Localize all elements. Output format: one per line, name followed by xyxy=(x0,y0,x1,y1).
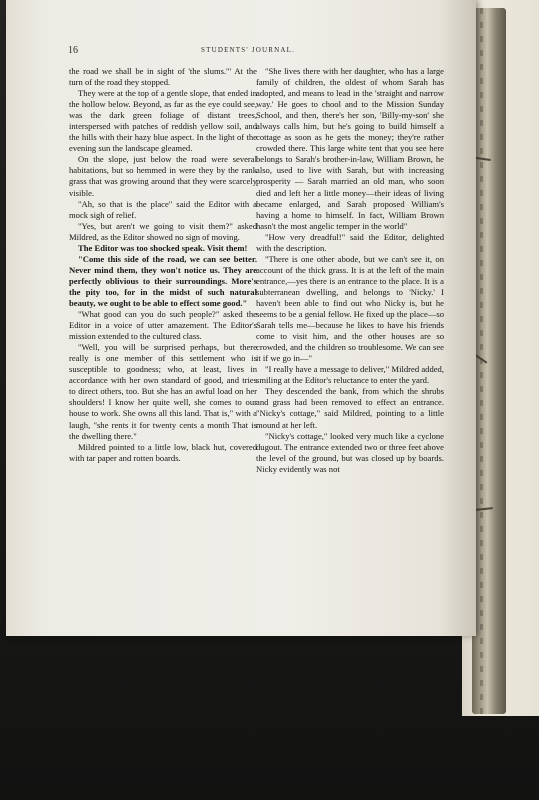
paragraph: The Editor was too shocked speak. Visit them! xyxy=(78,242,248,253)
paragraph: "Yes, but aren't we going to visit them?" asked Mildred, as the Editor showed no sign of moving. xyxy=(69,220,257,242)
page-number: 16 xyxy=(68,45,78,56)
text-column-left xyxy=(69,66,257,464)
paragraph: "Ah, so that is the place" said the Editor with a mock sigh of relief. xyxy=(69,198,257,220)
paragraph: "What good can you do such people?" asked the Editor in a voice of utter amazement. The Editor's mission extended to the cultured class. xyxy=(69,309,257,342)
paragraph: "Come this side of the road, we can see better. Never mind them, they won't notice us. They are perfectly oblivious to their surroundings. More's the pity too, for in the midst of such natural beauty, we ought to be able to effect some good." xyxy=(69,253,257,308)
paragraph: "Nicky's cottage," looked very much like a cyclone dugout. The entrance extended two or three feet above the level of the ground, but was closed up by boards. Nicky evidently was not xyxy=(256,430,444,474)
paragraph: "She lives there with her daughter, who has a large family of children, the oldest of whom Sarah has adopted, and means to lead in the 'straight and narrow way.' He goes to chool and to the Mission Sunday School, and then, there's her son, 'Billy-my-son' she always calls him, but he's going to build himself a cottage as soon as he gets the money; they're rather crowded there. This large white tent that you see here belongs to Sarah's brother-in-law, William Brown, he also, used to live with Sarah, but with increasing prosperity — Sarah married an old man, who soon died and left her a little money—their ideas of living became enlarged, and Sarah proposed William's having a home to himself. In fact, William Brown hasn't the most angelic temper in the world" xyxy=(256,66,444,231)
paragraph: "I really have a message to deliver," Mildred added, smiling at the Editor's reluctance to enter the yard. xyxy=(256,364,444,386)
paragraph: They were at the top of a gentle slope, that ended in the hollow below. Beyond, as far as the eye could see, was the dark green foliage of distant trees, interspersed with patches of reddish yellow soil, and the hills with their hazy blue aspect. In the light of the evening sun the landscape gleamed. xyxy=(69,88,257,154)
paragraph: They descended the bank, from which the shrubs and grass had been removed to effect an entrance. "Nicky's cottage," said Mildred, pointing to a little mound at her left. xyxy=(256,386,444,430)
paragraph: the road we shall be in sight of 'the slums.'" At the turn of the road they stopped. xyxy=(69,66,257,88)
text-column-right xyxy=(256,66,444,475)
journal-page xyxy=(6,0,476,636)
book-spine xyxy=(472,8,506,714)
paragraph: "How very dreadful!" said the Editor, delighted with the description. xyxy=(256,231,444,253)
paragraph: "There is one other abode, but we can't see it, on account of the thick grass. It is at the left of the main entrance,—yes there is an entrance to the place. It is a subterranean dwelling, and belongs to 'Nicky.' I haven't been able to find out who Nicky is, but he seems to be a genial fellow. He fixed up the place—so Sarah tells me—because he likes to have his friends come to visit him, and the other houses are so crowded, and the children so troublesome. We can see it if we go in—" xyxy=(256,253,444,364)
paragraph: On the slope, just below the road were several habitations, but so hemmed in were they by the rank grass that was growing around that they were scarcely visible. xyxy=(69,154,257,198)
paragraph: Mildred pointed to a little low, black hut, covered with tar paper and rotten boards. xyxy=(69,441,257,463)
paragraph: "Well, you will be surprised perhaps, but there really is one member of this settlement who is susceptible to goodness; who, at least, lives in accordance with her own standard of good, and tries to direct others, too. But she has an awful load on her shoulders! I know her quite well, she comes to our house to work. She owns all this land. That is," with a laugh, "she rents it for twenty cents a month That is the dwelling there." xyxy=(69,342,257,441)
running-head: STUDENTS' JOURNAL. xyxy=(201,46,296,54)
